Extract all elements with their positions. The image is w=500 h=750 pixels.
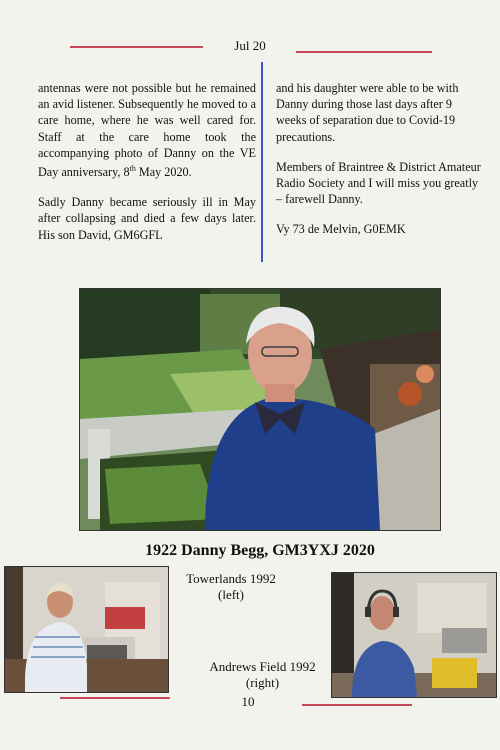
left-column [38,80,256,257]
left-paragraph-1 [38,80,256,180]
right-paragraph-2: Members of Braintree & District Amateur Radio Society and I will miss you greatly – farewell Danny. [276,159,481,207]
left-paragraph-2: Sadly Danny became seriously ill in May after collapsing and died a few days later. His son David, GM6GFL [38,195,256,242]
header-rule-right [296,51,432,53]
towerlands-caption-title: Towerlands 1992 [186,571,276,586]
left-paragraph-1-text: antennas were not possible but he remained an avid listener. Subsequently he moved to a care home, where he was well cared for. Staff at the care home took the accompanying photo of Danny on the VE Day anniversary, 8 [38,81,256,180]
signature-line: Vy 73 de Melvin, G0EMK [276,222,406,237]
right-column [276,80,484,252]
column-divider [261,62,263,262]
andrews-field-caption-title: Andrews Field 1992 [209,659,316,674]
header-date: Jul 20 [234,38,266,53]
footer-rule-left [60,697,170,699]
footer-rule-right [302,704,412,706]
andrews-field-caption [200,659,325,691]
towerlands-caption [176,571,286,603]
andrews-field-caption-position: (right) [245,675,280,690]
right-paragraph-1: and his daughter were able to be with Danny during those last days after 9 weeks of separation due to Covid-19 precautions. [276,81,459,144]
left-paragraph-1-end: May 2020. [135,165,192,180]
main-photo-caption: 1922 Danny Begg, GM3YXJ 2020 [145,542,375,559]
date-ordinal-suffix: th [129,164,136,174]
header-rule-left [70,46,203,48]
main-photo [79,288,441,531]
andrews-field-photo [331,572,497,698]
towerlands-caption-position: (left) [218,587,244,602]
towerlands-photo [4,566,169,693]
page-number: 10 [241,694,255,709]
